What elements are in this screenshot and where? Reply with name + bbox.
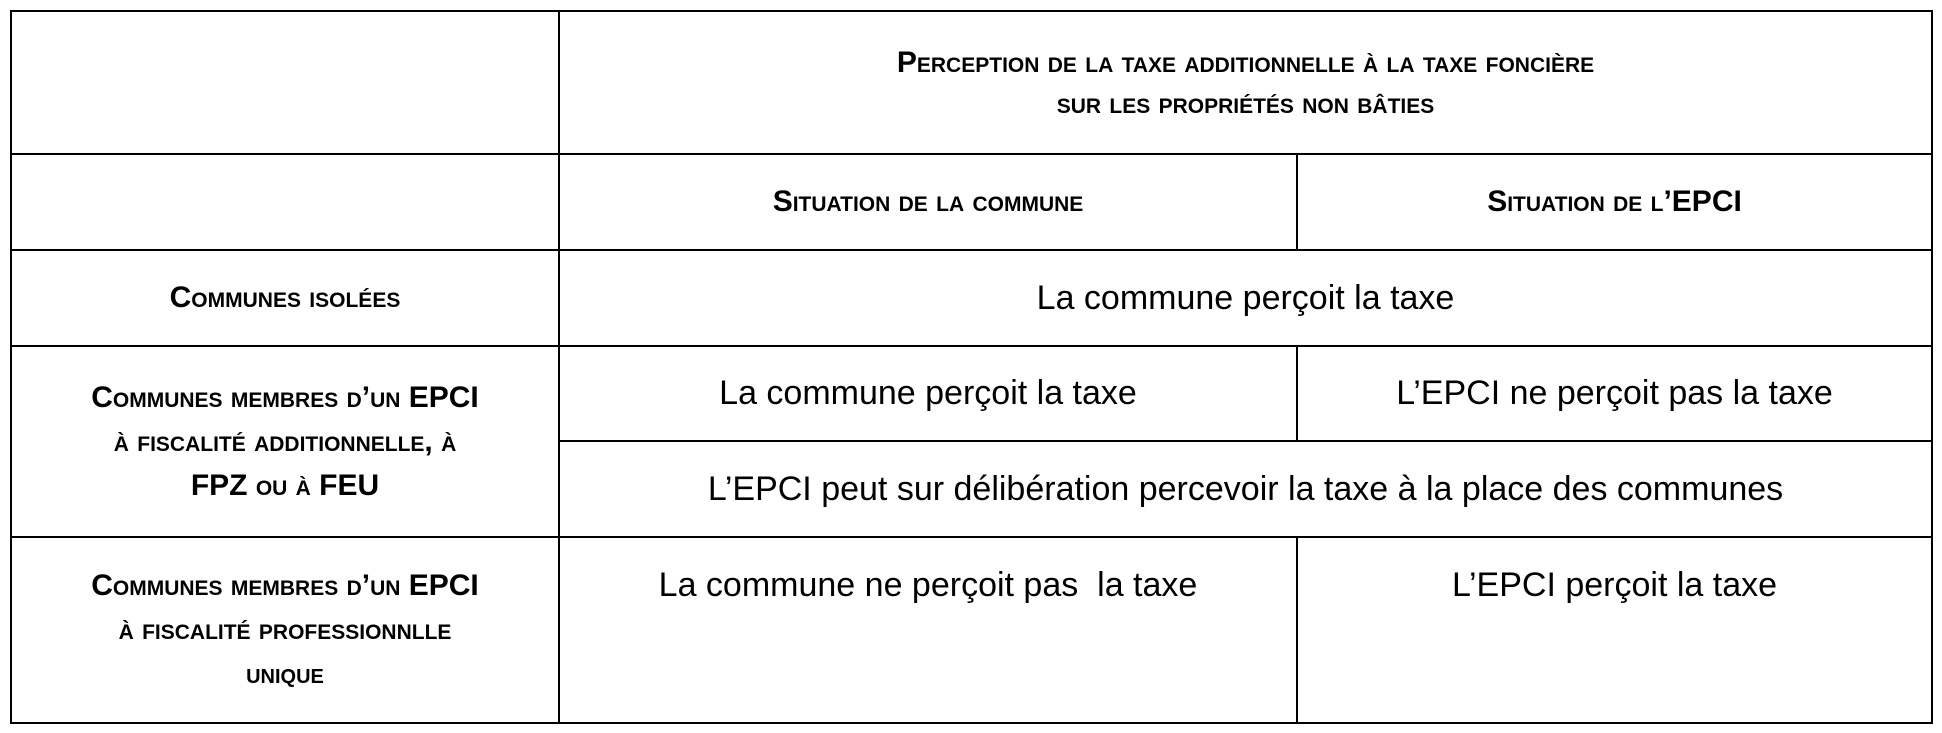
- cell-fpu-epci: L’EPCI perçoit la taxe: [1297, 537, 1932, 723]
- row-label-additionnelle-line3: FPZ ou à FEU: [190, 468, 380, 502]
- taxe-fonciere-table: [10, 10, 1933, 724]
- cell-additionnelle-epci: L’EPCI ne perçoit pas la taxe: [1297, 346, 1932, 441]
- table-title-line2: sur les propriétés non bâties: [1056, 86, 1435, 120]
- row-label-additionnelle-line2: à fiscalité additionnelle, à: [113, 424, 457, 458]
- document-table-container: [10, 10, 1933, 724]
- column-header-row: [11, 154, 1932, 250]
- table-row-additionnelle: [11, 346, 1932, 441]
- column-header-commune: Situation de la commune: [559, 154, 1297, 250]
- cell-isolees-value: La commune perçoit la taxe: [559, 250, 1932, 346]
- row-label-fpu: [11, 537, 559, 723]
- table-title-line1: Perception de la taxe additionnelle à la taxe foncière: [896, 45, 1595, 79]
- column-header-epci: Situation de l’EPCI: [1297, 154, 1932, 250]
- cell-additionnelle-commune: La commune perçoit la taxe: [559, 346, 1297, 441]
- cell-fpu-commune: La commune ne perçoit pas la taxe: [559, 537, 1297, 723]
- empty-header-cell: [11, 154, 559, 250]
- cell-additionnelle-note: L’EPCI peut sur délibération percevoir la taxe à la place des communes: [559, 441, 1932, 537]
- row-label-fpu-line1: Communes membres d’un EPCI: [91, 569, 479, 602]
- table-title: [559, 11, 1932, 154]
- empty-corner-cell: [11, 11, 559, 154]
- row-label-additionnelle: [11, 346, 559, 537]
- row-label-isolees: Communes isolées: [11, 250, 559, 346]
- row-label-fpu-line2: à fiscalité professionnlle: [118, 613, 452, 646]
- table-title-row: [11, 11, 1932, 154]
- table-row-fpu: [11, 537, 1932, 723]
- table-row-isolees: [11, 250, 1932, 346]
- row-label-fpu-line3: unique: [246, 658, 324, 689]
- row-label-additionnelle-line1: Communes membres d’un EPCI: [91, 380, 479, 414]
